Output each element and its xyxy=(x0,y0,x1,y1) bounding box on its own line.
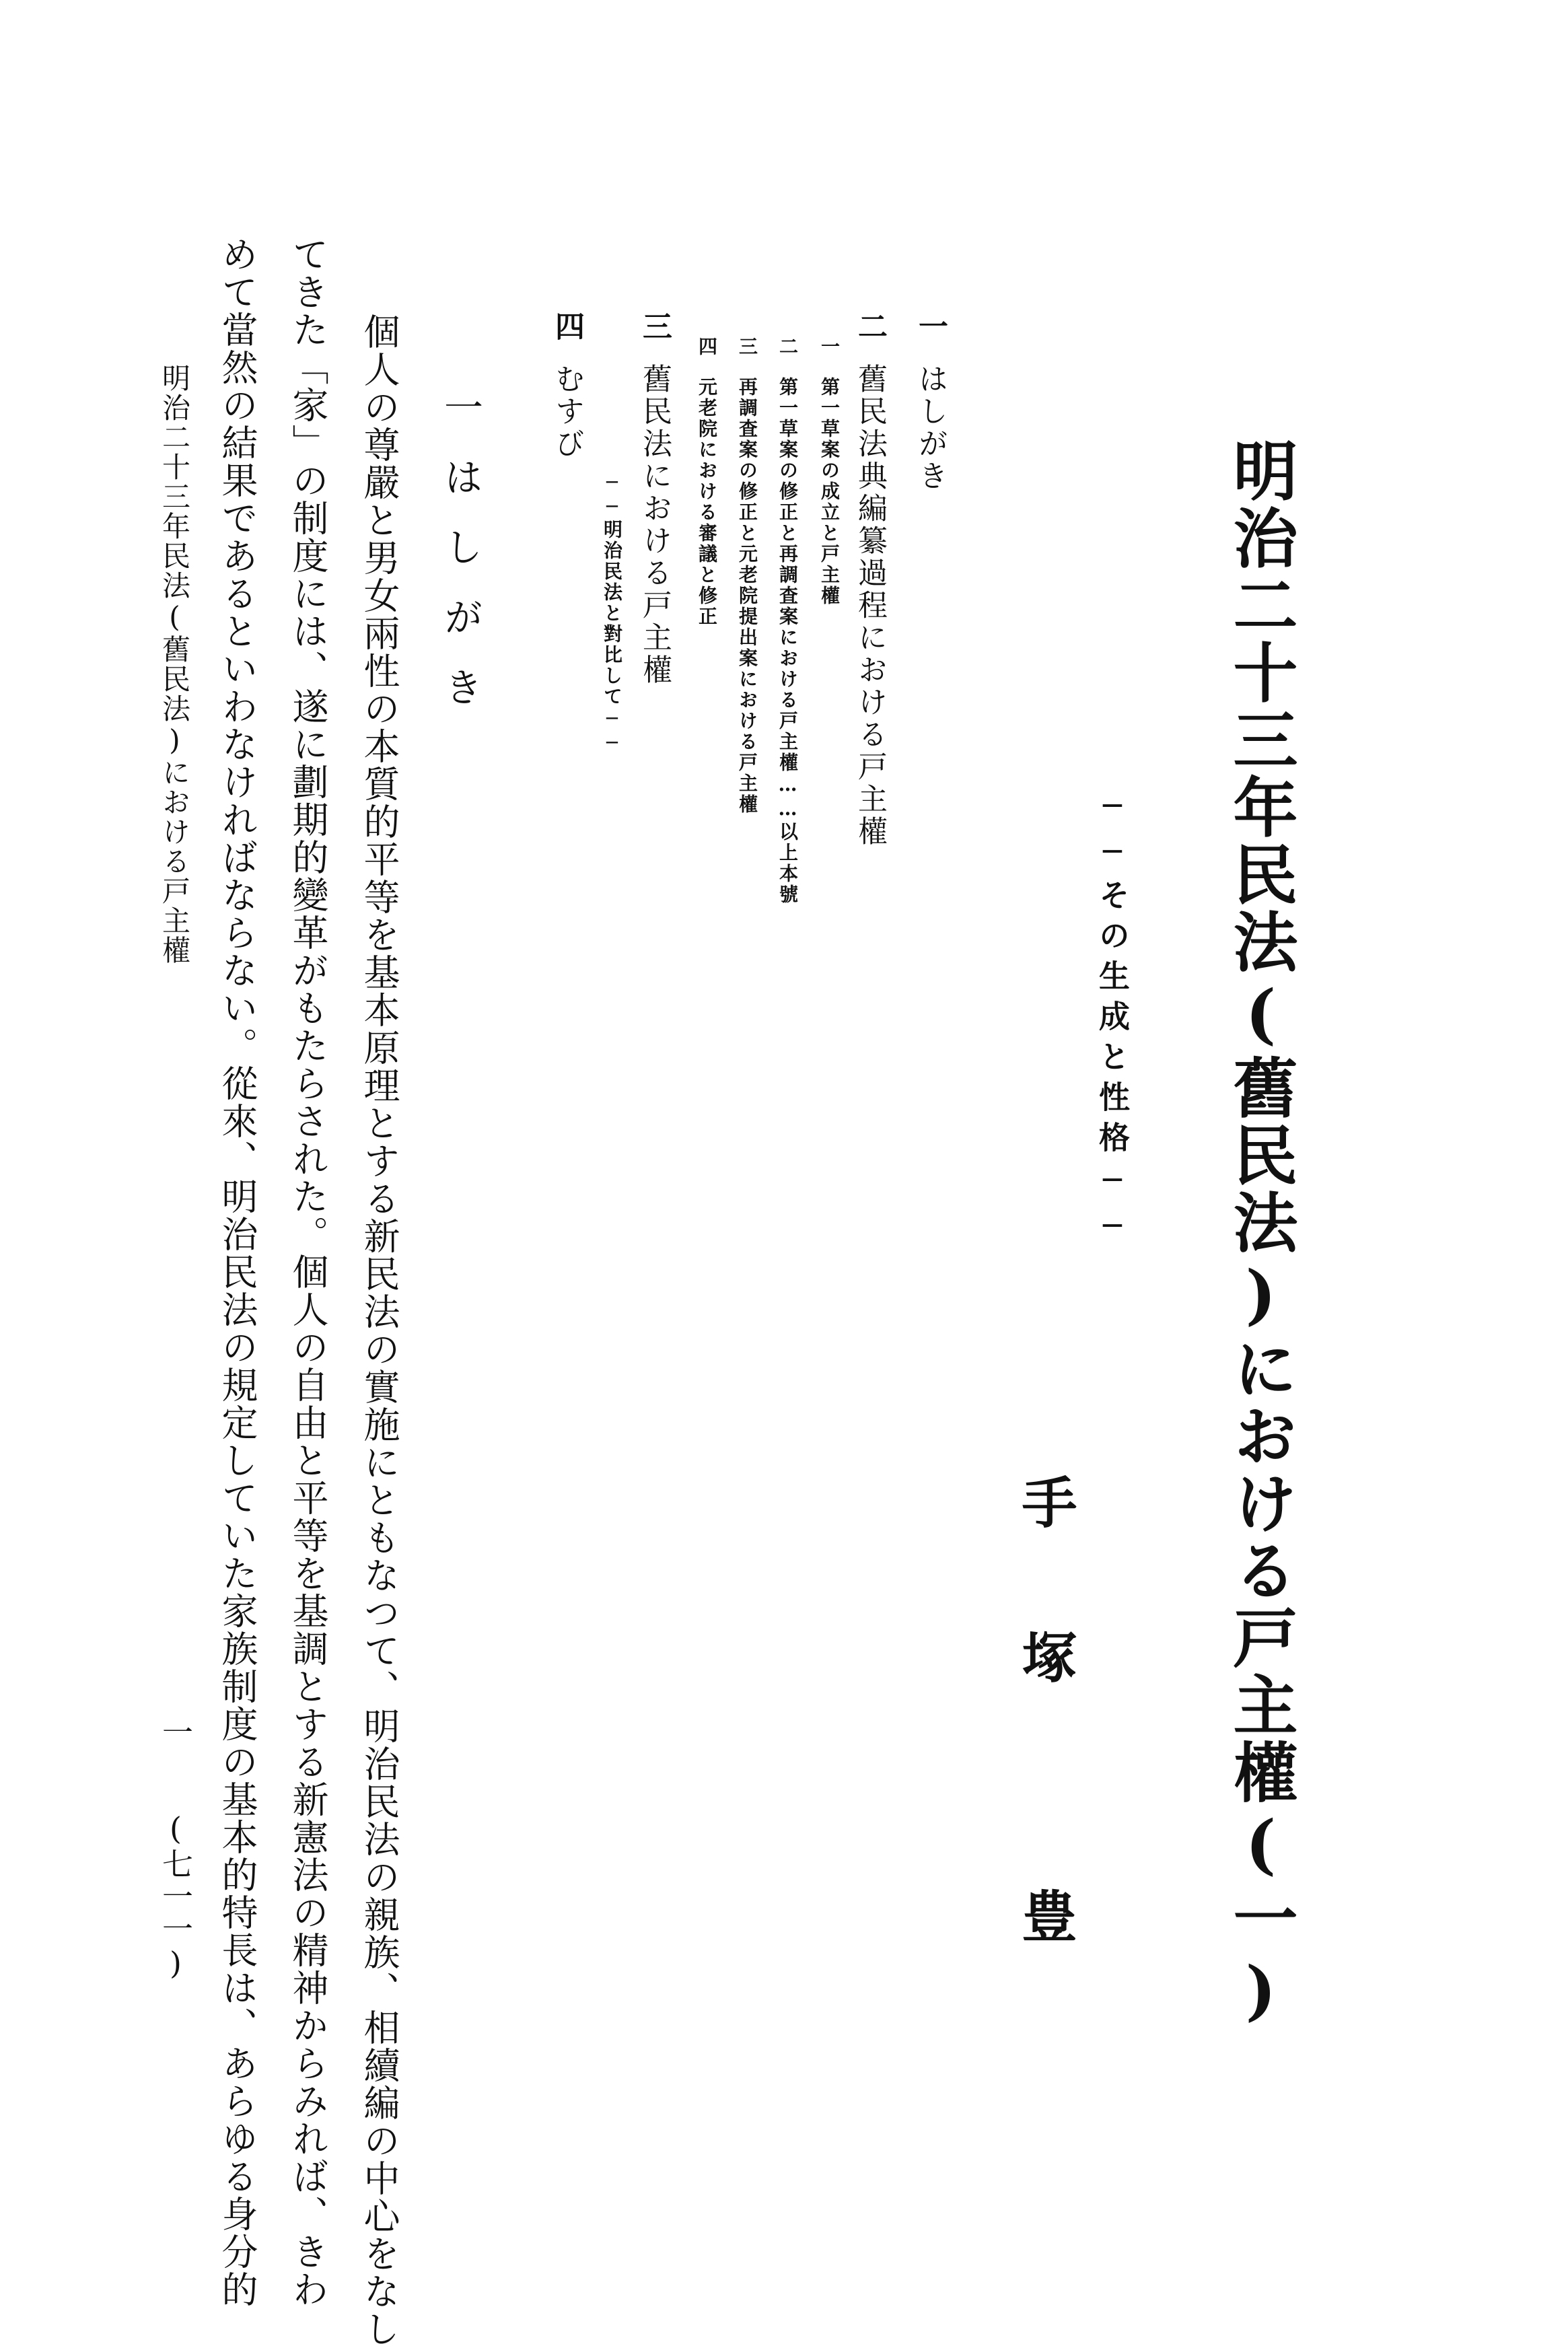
toc-item-number: 一 xyxy=(913,311,948,343)
article-subtitle: ──その生成と性格── xyxy=(1094,787,1131,1253)
author-name-char-2: 塚 xyxy=(1013,1629,1077,1684)
toc-subitem-label: 再調査案の修正と元老院提出案における戸主權 xyxy=(736,377,758,815)
section-heading: 一はしがき xyxy=(437,387,483,737)
page-number-kanji: 一 xyxy=(157,1716,194,1747)
toc-item-number: 三 xyxy=(637,311,672,343)
toc-subitem-label: 第一草案の修正と再調査案における戸主權……以上本號 xyxy=(777,377,799,905)
author-name-char-3: 豊 xyxy=(1013,1888,1077,1943)
body-text-line: てきた「家」の制度には、遂に劃期的變革がもたらされた。個人の自由と平等を基調とする新憲法の精神からみれば、きわ xyxy=(287,236,329,2308)
toc-subitem-number: 四 xyxy=(696,336,718,357)
toc-subitem-number: 二 xyxy=(777,336,799,357)
toc-item-label: はしがき xyxy=(913,363,948,493)
body-text-line: 個人の尊嚴と男女兩性の本質的平等を基本原理とする新民法の實施にともなつて、明治民法の親族、相續編の中心をなし xyxy=(358,313,400,2348)
article-title: 明治二十三年民法(舊民法)における戸主權(一) xyxy=(1223,437,1299,2031)
page-number: (七一一) xyxy=(157,1810,194,1983)
toc-item-number: 四 xyxy=(550,311,584,343)
toc-item-note: ──明治民法と對比して── xyxy=(601,471,623,756)
toc-subitem-label: 元老院における審議と修正 xyxy=(696,377,718,627)
author-name-char-1: 手 xyxy=(1013,1474,1077,1529)
toc-subitem-number: 三 xyxy=(736,336,758,357)
toc-item-number: 二 xyxy=(853,311,887,343)
running-head: 明治二十三年民法(舊民法)における戸主權 xyxy=(158,363,191,965)
toc-item-label: 舊民法典編纂過程における戸主權 xyxy=(853,363,887,848)
toc-item-label: 舊民法における戸主權 xyxy=(637,363,672,686)
toc-item-label: むすび xyxy=(550,363,584,460)
body-text-line: めて當然の結果であるといわなければならない。從來、明治民法の規定していた家族制度の基本的特長は、あらゆる身分的 xyxy=(216,236,258,2308)
toc-subitem-number: 一 xyxy=(818,336,841,357)
toc-subitem-label: 第一草案の成立と戸主權 xyxy=(818,377,841,606)
